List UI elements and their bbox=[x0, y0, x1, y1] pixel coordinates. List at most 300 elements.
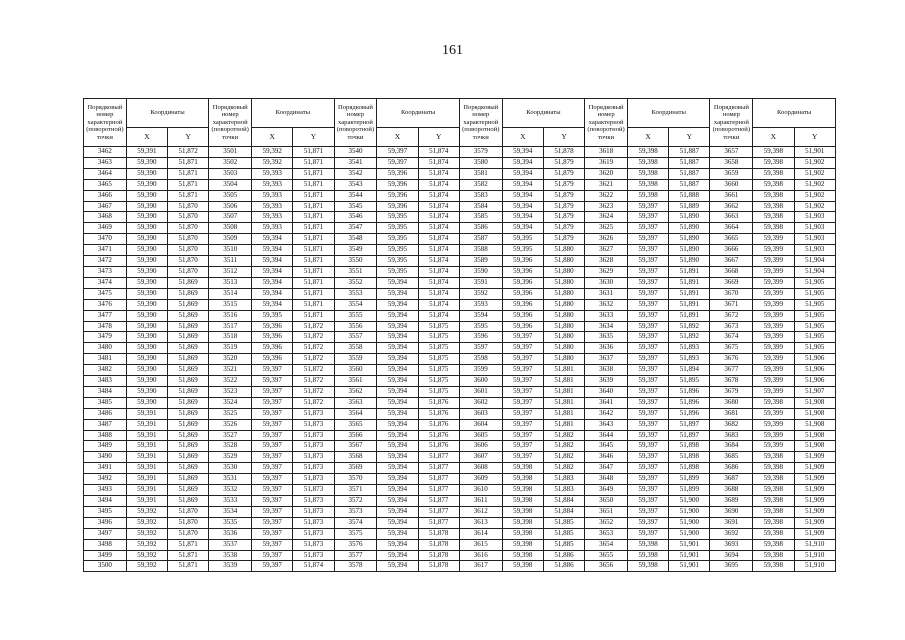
point-number-cell: 3622 bbox=[585, 190, 628, 201]
x-cell: 59,394 bbox=[377, 550, 418, 561]
x-cell: 59,397 bbox=[252, 365, 293, 376]
point-number-cell: 3674 bbox=[710, 332, 753, 343]
point-number-cell: 3551 bbox=[334, 266, 377, 277]
y-cell: 51,880 bbox=[543, 245, 584, 256]
x-cell: 59,398 bbox=[502, 506, 543, 517]
point-number-cell: 3543 bbox=[334, 179, 377, 190]
y-cell: 51,873 bbox=[293, 441, 334, 452]
y-cell: 51,873 bbox=[293, 452, 334, 463]
y-cell: 51,876 bbox=[418, 408, 459, 419]
x-cell: 59,394 bbox=[377, 441, 418, 452]
x-cell: 59,397 bbox=[627, 288, 668, 299]
x-header: X bbox=[627, 128, 668, 147]
point-number-cell: 3629 bbox=[585, 266, 628, 277]
x-cell: 59,397 bbox=[627, 223, 668, 234]
y-cell: 51,880 bbox=[543, 321, 584, 332]
point-number-cell: 3476 bbox=[84, 299, 127, 310]
y-cell: 51,903 bbox=[794, 234, 835, 245]
point-number-cell: 3628 bbox=[585, 256, 628, 267]
table-row bbox=[84, 223, 836, 234]
y-cell: 51,869 bbox=[168, 376, 209, 387]
point-number-cell: 3510 bbox=[209, 245, 252, 256]
y-cell: 51,906 bbox=[794, 376, 835, 387]
point-number-header: Порядковый номер характерной (поворотной) точки bbox=[209, 99, 252, 147]
x-cell: 59,397 bbox=[502, 408, 543, 419]
y-cell: 51,889 bbox=[669, 201, 710, 212]
table-row bbox=[84, 321, 836, 332]
x-cell: 59,398 bbox=[753, 485, 794, 496]
x-cell: 59,398 bbox=[502, 550, 543, 561]
table-row bbox=[84, 157, 836, 168]
x-cell: 59,394 bbox=[377, 430, 418, 441]
point-number-cell: 3634 bbox=[585, 321, 628, 332]
x-cell: 59,394 bbox=[377, 485, 418, 496]
x-cell: 59,395 bbox=[377, 256, 418, 267]
x-header: X bbox=[252, 128, 293, 147]
point-number-cell: 3545 bbox=[334, 201, 377, 212]
x-cell: 59,396 bbox=[502, 288, 543, 299]
x-cell: 59,394 bbox=[377, 397, 418, 408]
table-row bbox=[84, 332, 836, 343]
x-cell: 59,390 bbox=[126, 343, 167, 354]
y-header: Y bbox=[418, 128, 459, 147]
table-row bbox=[84, 517, 836, 528]
point-number-cell: 3475 bbox=[84, 288, 127, 299]
x-cell: 59,394 bbox=[377, 517, 418, 528]
y-cell: 51,871 bbox=[293, 234, 334, 245]
y-cell: 51,904 bbox=[794, 266, 835, 277]
point-number-cell: 3662 bbox=[710, 201, 753, 212]
point-number-cell: 3646 bbox=[585, 452, 628, 463]
y-cell: 51,887 bbox=[669, 168, 710, 179]
y-cell: 51,882 bbox=[543, 463, 584, 474]
point-number-cell: 3677 bbox=[710, 365, 753, 376]
point-number-cell: 3664 bbox=[710, 223, 753, 234]
x-cell: 59,397 bbox=[627, 365, 668, 376]
x-cell: 59,397 bbox=[252, 506, 293, 517]
x-cell: 59,396 bbox=[252, 354, 293, 365]
x-cell: 59,394 bbox=[252, 245, 293, 256]
x-cell: 59,397 bbox=[252, 386, 293, 397]
table-row bbox=[84, 463, 836, 474]
x-cell: 59,398 bbox=[502, 517, 543, 528]
y-cell: 51,890 bbox=[669, 256, 710, 267]
x-cell: 59,390 bbox=[126, 376, 167, 387]
coordinates-header: Координаты bbox=[377, 99, 460, 128]
point-number-cell: 3535 bbox=[209, 517, 252, 528]
y-cell: 51,880 bbox=[543, 354, 584, 365]
table-row bbox=[84, 354, 836, 365]
y-cell: 51,872 bbox=[293, 397, 334, 408]
point-number-cell: 3643 bbox=[585, 419, 628, 430]
point-number-cell: 3539 bbox=[209, 561, 252, 572]
point-number-cell: 3692 bbox=[710, 528, 753, 539]
point-number-cell: 3588 bbox=[459, 245, 502, 256]
point-number-cell: 3633 bbox=[585, 310, 628, 321]
y-cell: 51,896 bbox=[669, 386, 710, 397]
y-cell: 51,879 bbox=[543, 190, 584, 201]
point-number-cell: 3574 bbox=[334, 517, 377, 528]
x-cell: 59,398 bbox=[627, 550, 668, 561]
y-cell: 51,873 bbox=[293, 474, 334, 485]
y-cell: 51,905 bbox=[794, 343, 835, 354]
x-cell: 59,396 bbox=[252, 321, 293, 332]
coordinates-header: Координаты bbox=[753, 99, 836, 128]
x-cell: 59,391 bbox=[126, 147, 167, 158]
x-cell: 59,390 bbox=[126, 266, 167, 277]
x-cell: 59,397 bbox=[252, 550, 293, 561]
table-row bbox=[84, 266, 836, 277]
x-cell: 59,395 bbox=[502, 234, 543, 245]
y-cell: 51,887 bbox=[669, 179, 710, 190]
y-cell: 51,869 bbox=[168, 288, 209, 299]
point-number-cell: 3632 bbox=[585, 299, 628, 310]
y-cell: 51,877 bbox=[418, 463, 459, 474]
x-cell: 59,394 bbox=[502, 212, 543, 223]
point-number-cell: 3590 bbox=[459, 266, 502, 277]
x-cell: 59,398 bbox=[627, 179, 668, 190]
y-cell: 51,869 bbox=[168, 408, 209, 419]
x-cell: 59,397 bbox=[627, 277, 668, 288]
x-cell: 59,394 bbox=[377, 408, 418, 419]
point-number-cell: 3501 bbox=[209, 147, 252, 158]
x-cell: 59,396 bbox=[377, 179, 418, 190]
x-cell: 59,393 bbox=[252, 223, 293, 234]
point-number-cell: 3695 bbox=[710, 561, 753, 572]
point-number-cell: 3553 bbox=[334, 288, 377, 299]
x-cell: 59,398 bbox=[627, 561, 668, 572]
y-cell: 51,879 bbox=[543, 179, 584, 190]
y-cell: 51,909 bbox=[794, 528, 835, 539]
x-cell: 59,398 bbox=[753, 506, 794, 517]
point-number-cell: 3466 bbox=[84, 190, 127, 201]
x-cell: 59,392 bbox=[252, 147, 293, 158]
table-row bbox=[84, 441, 836, 452]
point-number-cell: 3524 bbox=[209, 397, 252, 408]
point-number-cell: 3557 bbox=[334, 332, 377, 343]
y-cell: 51,881 bbox=[543, 386, 584, 397]
x-cell: 59,399 bbox=[753, 277, 794, 288]
point-number-cell: 3655 bbox=[585, 550, 628, 561]
y-cell: 51,878 bbox=[418, 550, 459, 561]
point-number-cell: 3568 bbox=[334, 452, 377, 463]
y-cell: 51,874 bbox=[418, 277, 459, 288]
x-cell: 59,390 bbox=[126, 179, 167, 190]
x-cell: 59,396 bbox=[502, 310, 543, 321]
x-header: X bbox=[502, 128, 543, 147]
point-number-cell: 3660 bbox=[710, 179, 753, 190]
point-number-cell: 3562 bbox=[334, 386, 377, 397]
y-cell: 51,874 bbox=[418, 299, 459, 310]
x-cell: 59,398 bbox=[753, 452, 794, 463]
x-cell: 59,391 bbox=[126, 430, 167, 441]
y-cell: 51,871 bbox=[168, 550, 209, 561]
x-cell: 59,391 bbox=[126, 496, 167, 507]
y-cell: 51,880 bbox=[543, 256, 584, 267]
y-cell: 51,882 bbox=[543, 430, 584, 441]
point-number-header: Порядковый номер характерной (поворотной) точки bbox=[710, 99, 753, 147]
x-cell: 59,397 bbox=[627, 441, 668, 452]
point-number-cell: 3518 bbox=[209, 332, 252, 343]
y-cell: 51,871 bbox=[293, 168, 334, 179]
x-cell: 59,397 bbox=[627, 299, 668, 310]
y-cell: 51,869 bbox=[168, 419, 209, 430]
y-cell: 51,870 bbox=[168, 517, 209, 528]
x-cell: 59,399 bbox=[753, 299, 794, 310]
point-number-cell: 3519 bbox=[209, 343, 252, 354]
point-number-cell: 3621 bbox=[585, 179, 628, 190]
x-cell: 59,399 bbox=[753, 354, 794, 365]
y-cell: 51,881 bbox=[543, 397, 584, 408]
point-number-cell: 3637 bbox=[585, 354, 628, 365]
point-number-cell: 3552 bbox=[334, 277, 377, 288]
point-number-cell: 3576 bbox=[334, 539, 377, 550]
x-cell: 59,397 bbox=[627, 321, 668, 332]
point-number-cell: 3642 bbox=[585, 408, 628, 419]
x-cell: 59,397 bbox=[502, 386, 543, 397]
x-cell: 59,399 bbox=[753, 256, 794, 267]
table-row bbox=[84, 365, 836, 376]
x-cell: 59,397 bbox=[627, 343, 668, 354]
y-cell: 51,875 bbox=[418, 343, 459, 354]
x-cell: 59,397 bbox=[627, 234, 668, 245]
table-row bbox=[84, 299, 836, 310]
point-number-header: Порядковый номер характерной (поворотной) точки bbox=[585, 99, 628, 147]
point-number-cell: 3606 bbox=[459, 441, 502, 452]
x-cell: 59,397 bbox=[502, 376, 543, 387]
x-cell: 59,394 bbox=[252, 277, 293, 288]
point-number-cell: 3682 bbox=[710, 419, 753, 430]
x-cell: 59,397 bbox=[252, 539, 293, 550]
x-cell: 59,398 bbox=[502, 528, 543, 539]
point-number-cell: 3681 bbox=[710, 408, 753, 419]
y-cell: 51,908 bbox=[794, 408, 835, 419]
point-number-cell: 3478 bbox=[84, 321, 127, 332]
y-cell: 51,905 bbox=[794, 321, 835, 332]
x-cell: 59,397 bbox=[502, 332, 543, 343]
x-cell: 59,390 bbox=[126, 386, 167, 397]
point-number-cell: 3559 bbox=[334, 354, 377, 365]
x-cell: 59,395 bbox=[377, 234, 418, 245]
point-number-cell: 3548 bbox=[334, 234, 377, 245]
x-cell: 59,396 bbox=[377, 168, 418, 179]
x-cell: 59,391 bbox=[126, 474, 167, 485]
y-cell: 51,900 bbox=[669, 517, 710, 528]
x-cell: 59,398 bbox=[753, 147, 794, 158]
x-cell: 59,394 bbox=[377, 343, 418, 354]
point-number-cell: 3600 bbox=[459, 376, 502, 387]
y-cell: 51,871 bbox=[293, 245, 334, 256]
point-number-cell: 3683 bbox=[710, 430, 753, 441]
y-cell: 51,875 bbox=[418, 321, 459, 332]
x-cell: 59,397 bbox=[252, 430, 293, 441]
y-header: Y bbox=[543, 128, 584, 147]
x-cell: 59,390 bbox=[126, 168, 167, 179]
y-cell: 51,879 bbox=[543, 223, 584, 234]
y-cell: 51,897 bbox=[669, 419, 710, 430]
x-cell: 59,399 bbox=[753, 266, 794, 277]
x-cell: 59,399 bbox=[753, 332, 794, 343]
y-cell: 51,879 bbox=[543, 168, 584, 179]
point-number-cell: 3581 bbox=[459, 168, 502, 179]
point-number-cell: 3625 bbox=[585, 223, 628, 234]
y-cell: 51,878 bbox=[418, 561, 459, 572]
point-number-cell: 3516 bbox=[209, 310, 252, 321]
point-number-cell: 3563 bbox=[334, 397, 377, 408]
table-row bbox=[84, 430, 836, 441]
x-cell: 59,394 bbox=[252, 234, 293, 245]
y-cell: 51,869 bbox=[168, 452, 209, 463]
x-cell: 59,394 bbox=[502, 157, 543, 168]
y-cell: 51,880 bbox=[543, 310, 584, 321]
x-cell: 59,394 bbox=[377, 452, 418, 463]
y-cell: 51,873 bbox=[293, 517, 334, 528]
point-number-cell: 3472 bbox=[84, 256, 127, 267]
x-cell: 59,399 bbox=[753, 343, 794, 354]
y-cell: 51,910 bbox=[794, 550, 835, 561]
x-cell: 59,397 bbox=[627, 452, 668, 463]
y-cell: 51,909 bbox=[794, 517, 835, 528]
x-cell: 59,398 bbox=[627, 539, 668, 550]
x-cell: 59,394 bbox=[502, 201, 543, 212]
y-cell: 51,895 bbox=[669, 376, 710, 387]
point-number-cell: 3532 bbox=[209, 485, 252, 496]
point-number-cell: 3513 bbox=[209, 277, 252, 288]
y-cell: 51,902 bbox=[794, 190, 835, 201]
y-cell: 51,871 bbox=[168, 157, 209, 168]
y-cell: 51,869 bbox=[168, 321, 209, 332]
point-number-cell: 3638 bbox=[585, 365, 628, 376]
point-number-cell: 3512 bbox=[209, 266, 252, 277]
x-cell: 59,397 bbox=[502, 452, 543, 463]
point-number-cell: 3636 bbox=[585, 343, 628, 354]
point-number-cell: 3686 bbox=[710, 463, 753, 474]
y-cell: 51,870 bbox=[168, 212, 209, 223]
x-cell: 59,397 bbox=[627, 408, 668, 419]
x-cell: 59,397 bbox=[252, 419, 293, 430]
point-number-cell: 3572 bbox=[334, 496, 377, 507]
x-cell: 59,397 bbox=[377, 147, 418, 158]
x-cell: 59,394 bbox=[377, 299, 418, 310]
x-cell: 59,396 bbox=[502, 256, 543, 267]
x-cell: 59,393 bbox=[252, 201, 293, 212]
y-cell: 51,870 bbox=[168, 234, 209, 245]
point-number-cell: 3541 bbox=[334, 157, 377, 168]
y-cell: 51,872 bbox=[293, 376, 334, 387]
y-cell: 51,872 bbox=[293, 332, 334, 343]
table-row bbox=[84, 397, 836, 408]
y-cell: 51,903 bbox=[794, 212, 835, 223]
point-number-cell: 3571 bbox=[334, 485, 377, 496]
point-number-cell: 3619 bbox=[585, 157, 628, 168]
point-number-cell: 3654 bbox=[585, 539, 628, 550]
y-cell: 51,874 bbox=[418, 147, 459, 158]
x-cell: 59,398 bbox=[753, 157, 794, 168]
x-cell: 59,394 bbox=[377, 376, 418, 387]
x-cell: 59,393 bbox=[252, 212, 293, 223]
point-number-cell: 3604 bbox=[459, 419, 502, 430]
x-cell: 59,398 bbox=[753, 223, 794, 234]
y-cell: 51,869 bbox=[168, 485, 209, 496]
point-number-cell: 3528 bbox=[209, 441, 252, 452]
x-cell: 59,398 bbox=[753, 168, 794, 179]
y-cell: 51,874 bbox=[418, 168, 459, 179]
y-cell: 51,872 bbox=[293, 365, 334, 376]
x-header: X bbox=[126, 128, 167, 147]
point-number-cell: 3609 bbox=[459, 474, 502, 485]
point-number-cell: 3463 bbox=[84, 157, 127, 168]
y-cell: 51,870 bbox=[168, 223, 209, 234]
table-row bbox=[84, 245, 836, 256]
x-cell: 59,399 bbox=[753, 365, 794, 376]
point-number-cell: 3522 bbox=[209, 376, 252, 387]
x-cell: 59,398 bbox=[627, 157, 668, 168]
point-number-cell: 3520 bbox=[209, 354, 252, 365]
y-cell: 51,880 bbox=[543, 277, 584, 288]
x-cell: 59,398 bbox=[753, 212, 794, 223]
x-cell: 59,391 bbox=[126, 419, 167, 430]
y-cell: 51,870 bbox=[168, 201, 209, 212]
point-number-cell: 3693 bbox=[710, 539, 753, 550]
y-cell: 51,877 bbox=[418, 474, 459, 485]
y-cell: 51,871 bbox=[293, 212, 334, 223]
point-number-cell: 3689 bbox=[710, 496, 753, 507]
y-cell: 51,910 bbox=[794, 561, 835, 572]
point-number-cell: 3565 bbox=[334, 419, 377, 430]
y-cell: 51,908 bbox=[794, 441, 835, 452]
y-cell: 51,877 bbox=[418, 496, 459, 507]
y-cell: 51,871 bbox=[293, 190, 334, 201]
y-header: Y bbox=[293, 128, 334, 147]
y-cell: 51,875 bbox=[418, 365, 459, 376]
point-number-cell: 3529 bbox=[209, 452, 252, 463]
y-cell: 51,872 bbox=[293, 321, 334, 332]
point-number-cell: 3653 bbox=[585, 528, 628, 539]
y-cell: 51,879 bbox=[543, 157, 584, 168]
x-cell: 59,394 bbox=[377, 474, 418, 485]
x-cell: 59,396 bbox=[502, 266, 543, 277]
x-cell: 59,398 bbox=[627, 168, 668, 179]
point-number-cell: 3485 bbox=[84, 397, 127, 408]
point-number-cell: 3652 bbox=[585, 517, 628, 528]
table-row bbox=[84, 190, 836, 201]
x-cell: 59,390 bbox=[126, 288, 167, 299]
point-number-cell: 3489 bbox=[84, 441, 127, 452]
point-number-cell: 3561 bbox=[334, 376, 377, 387]
y-cell: 51,885 bbox=[543, 539, 584, 550]
y-cell: 51,909 bbox=[794, 463, 835, 474]
y-cell: 51,870 bbox=[168, 528, 209, 539]
y-cell: 51,878 bbox=[543, 147, 584, 158]
table-row bbox=[84, 201, 836, 212]
y-cell: 51,904 bbox=[794, 256, 835, 267]
y-cell: 51,892 bbox=[669, 321, 710, 332]
y-cell: 51,896 bbox=[669, 408, 710, 419]
y-cell: 51,909 bbox=[794, 496, 835, 507]
point-number-cell: 3503 bbox=[209, 168, 252, 179]
point-number-cell: 3678 bbox=[710, 376, 753, 387]
point-number-cell: 3620 bbox=[585, 168, 628, 179]
x-cell: 59,391 bbox=[126, 408, 167, 419]
point-number-cell: 3598 bbox=[459, 354, 502, 365]
point-number-cell: 3468 bbox=[84, 212, 127, 223]
y-cell: 51,872 bbox=[168, 147, 209, 158]
y-cell: 51,898 bbox=[669, 452, 710, 463]
point-number-cell: 3676 bbox=[710, 354, 753, 365]
point-number-cell: 3525 bbox=[209, 408, 252, 419]
y-cell: 51,880 bbox=[543, 299, 584, 310]
point-number-cell: 3554 bbox=[334, 299, 377, 310]
